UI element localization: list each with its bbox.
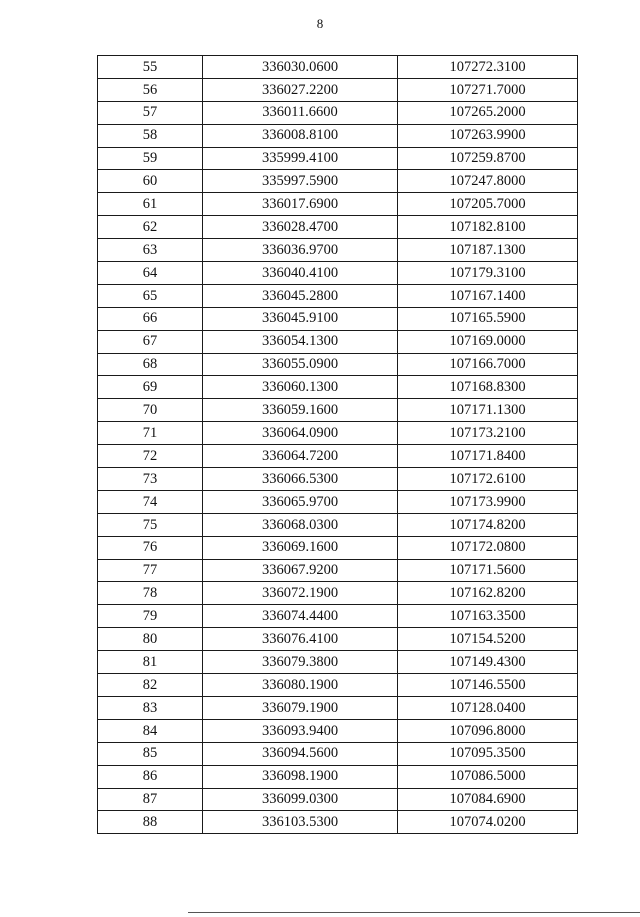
point-number-cell: 65 [98,284,203,307]
table-row [98,742,578,765]
y-coordinate-cell: 107182.8100 [398,216,578,239]
x-coordinate-cell: 336067.9200 [203,559,398,582]
y-coordinate-cell: 107171.8400 [398,445,578,468]
point-number-cell: 55 [98,56,203,79]
point-number-cell: 56 [98,78,203,101]
y-coordinate-cell: 107172.6100 [398,468,578,491]
y-coordinate-cell: 107074.0200 [398,811,578,834]
table-row [98,582,578,605]
coordinates-table [97,55,578,834]
table-row [98,674,578,697]
x-coordinate-cell: 336059.1600 [203,399,398,422]
x-coordinate-cell: 336079.3800 [203,651,398,674]
y-coordinate-cell: 107171.5600 [398,559,578,582]
x-coordinate-cell: 336074.4400 [203,605,398,628]
table-row [98,101,578,124]
x-coordinate-cell: 336098.1900 [203,765,398,788]
table-row [98,490,578,513]
x-coordinate-cell: 336008.8100 [203,124,398,147]
point-number-cell: 87 [98,788,203,811]
table-row [98,399,578,422]
x-coordinate-cell: 336011.6600 [203,101,398,124]
x-coordinate-cell: 336094.5600 [203,742,398,765]
point-number-cell: 61 [98,193,203,216]
table-row [98,56,578,79]
y-coordinate-cell: 107171.1300 [398,399,578,422]
y-coordinate-cell: 107173.9900 [398,490,578,513]
x-coordinate-cell: 336093.9400 [203,719,398,742]
y-coordinate-cell: 107174.8200 [398,513,578,536]
point-number-cell: 72 [98,445,203,468]
point-number-cell: 86 [98,765,203,788]
point-number-cell: 71 [98,422,203,445]
footer-rule [188,912,640,913]
y-coordinate-cell: 107095.3500 [398,742,578,765]
y-coordinate-cell: 107259.8700 [398,147,578,170]
x-coordinate-cell: 336045.2800 [203,284,398,307]
y-coordinate-cell: 107265.2000 [398,101,578,124]
table-row [98,262,578,285]
x-coordinate-cell: 336068.0300 [203,513,398,536]
point-number-cell: 60 [98,170,203,193]
y-coordinate-cell: 107166.7000 [398,353,578,376]
y-coordinate-cell: 107084.6900 [398,788,578,811]
table-row [98,513,578,536]
point-number-cell: 69 [98,376,203,399]
x-coordinate-cell: 336069.1600 [203,536,398,559]
x-coordinate-cell: 336066.5300 [203,468,398,491]
table-row [98,422,578,445]
y-coordinate-cell: 107169.0000 [398,330,578,353]
table-row [98,376,578,399]
y-coordinate-cell: 107154.5200 [398,628,578,651]
x-coordinate-cell: 336079.1900 [203,696,398,719]
table-row [98,307,578,330]
table-row [98,284,578,307]
x-coordinate-cell: 336054.1300 [203,330,398,353]
x-coordinate-cell: 336028.4700 [203,216,398,239]
y-coordinate-cell: 107163.3500 [398,605,578,628]
table-row [98,468,578,491]
table-row [98,811,578,834]
table-row [98,788,578,811]
table-row [98,78,578,101]
y-coordinate-cell: 107168.8300 [398,376,578,399]
coordinates-table-body [98,56,578,834]
point-number-cell: 70 [98,399,203,422]
x-coordinate-cell: 335999.4100 [203,147,398,170]
y-coordinate-cell: 107165.5900 [398,307,578,330]
x-coordinate-cell: 336017.6900 [203,193,398,216]
point-number-cell: 79 [98,605,203,628]
x-coordinate-cell: 336045.9100 [203,307,398,330]
point-number-cell: 84 [98,719,203,742]
y-coordinate-cell: 107128.0400 [398,696,578,719]
table-row [98,445,578,468]
table-row [98,765,578,788]
point-number-cell: 82 [98,674,203,697]
point-number-cell: 85 [98,742,203,765]
point-number-cell: 81 [98,651,203,674]
table-row [98,719,578,742]
x-coordinate-cell: 336064.7200 [203,445,398,468]
point-number-cell: 67 [98,330,203,353]
x-coordinate-cell: 336103.5300 [203,811,398,834]
point-number-cell: 77 [98,559,203,582]
y-coordinate-cell: 107247.8000 [398,170,578,193]
table-row [98,628,578,651]
point-number-cell: 64 [98,262,203,285]
point-number-cell: 57 [98,101,203,124]
point-number-cell: 83 [98,696,203,719]
y-coordinate-cell: 107271.7000 [398,78,578,101]
table-row [98,330,578,353]
x-coordinate-cell: 335997.5900 [203,170,398,193]
point-number-cell: 74 [98,490,203,513]
x-coordinate-cell: 336065.9700 [203,490,398,513]
point-number-cell: 78 [98,582,203,605]
point-number-cell: 62 [98,216,203,239]
point-number-cell: 80 [98,628,203,651]
point-number-cell: 59 [98,147,203,170]
y-coordinate-cell: 107173.2100 [398,422,578,445]
y-coordinate-cell: 107263.9900 [398,124,578,147]
x-coordinate-cell: 336030.0600 [203,56,398,79]
table-row [98,651,578,674]
y-coordinate-cell: 107149.4300 [398,651,578,674]
y-coordinate-cell: 107086.5000 [398,765,578,788]
y-coordinate-cell: 107167.1400 [398,284,578,307]
point-number-cell: 68 [98,353,203,376]
point-number-cell: 75 [98,513,203,536]
table-row [98,239,578,262]
table-row [98,193,578,216]
table-row [98,696,578,719]
x-coordinate-cell: 336040.4100 [203,262,398,285]
table-row [98,170,578,193]
x-coordinate-cell: 336099.0300 [203,788,398,811]
point-number-cell: 73 [98,468,203,491]
y-coordinate-cell: 107162.8200 [398,582,578,605]
point-number-cell: 76 [98,536,203,559]
table-row [98,353,578,376]
x-coordinate-cell: 336080.1900 [203,674,398,697]
point-number-cell: 63 [98,239,203,262]
y-coordinate-cell: 107187.1300 [398,239,578,262]
point-number-cell: 88 [98,811,203,834]
table-row [98,124,578,147]
point-number-cell: 58 [98,124,203,147]
y-coordinate-cell: 107205.7000 [398,193,578,216]
y-coordinate-cell: 107172.0800 [398,536,578,559]
y-coordinate-cell: 107179.3100 [398,262,578,285]
table-row [98,216,578,239]
y-coordinate-cell: 107146.5500 [398,674,578,697]
x-coordinate-cell: 336036.9700 [203,239,398,262]
x-coordinate-cell: 336076.4100 [203,628,398,651]
page-number: 8 [316,16,324,31]
x-coordinate-cell: 336060.1300 [203,376,398,399]
y-coordinate-cell: 107272.3100 [398,56,578,79]
point-number-cell: 66 [98,307,203,330]
x-coordinate-cell: 336027.2200 [203,78,398,101]
table-row [98,536,578,559]
x-coordinate-cell: 336072.1900 [203,582,398,605]
y-coordinate-cell: 107096.8000 [398,719,578,742]
table-row [98,605,578,628]
table-row [98,147,578,170]
x-coordinate-cell: 336055.0900 [203,353,398,376]
table-row [98,559,578,582]
x-coordinate-cell: 336064.0900 [203,422,398,445]
